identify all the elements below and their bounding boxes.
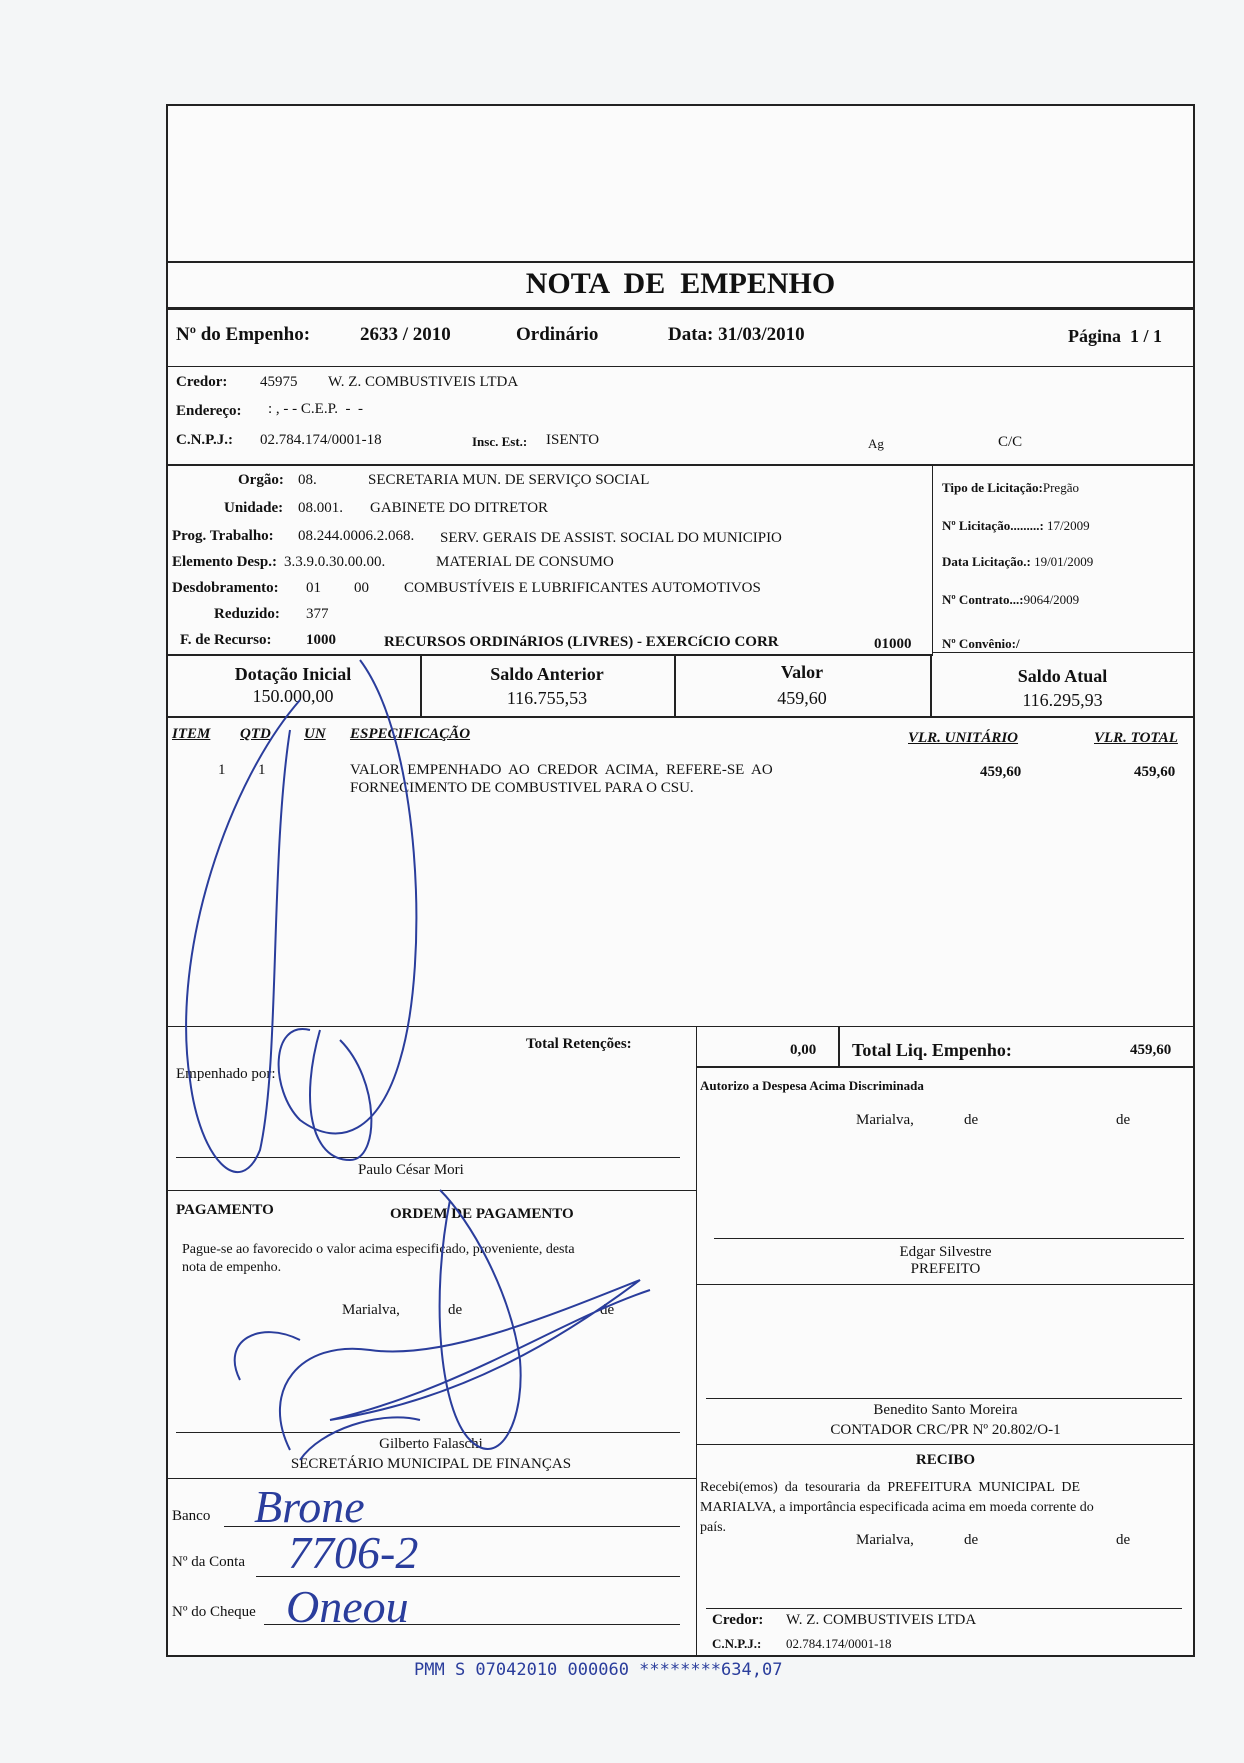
contador-name: Benedito Santo Moreira xyxy=(873,1402,1018,1418)
num-licitacao-label: Nº Licitação.........: 17/2009 xyxy=(942,518,1090,533)
autorizo-text: Autorizo a Despesa Acima Discriminada xyxy=(700,1078,924,1093)
credor-code: 45975 xyxy=(260,374,298,390)
recibo-line2: MARIALVA, a importância especificada acima em moeda corrente do xyxy=(700,1500,1094,1515)
recurso-value: 1000 xyxy=(306,632,336,648)
banco-handwritten: Brone xyxy=(254,1481,365,1532)
prog-label: Prog. Trabalho: xyxy=(172,528,274,544)
prefeito-title: PREFEITO xyxy=(910,1261,981,1277)
recurso-name: RECURSOS ORDINáRIOS (LIVRES) - EXERCíCIO CORR xyxy=(384,634,779,650)
desdobramento-name: COMBUSTÍVEIS E LUBRIFICANTES AUTOMOTIVOS xyxy=(404,580,761,596)
valor-value: 459,60 xyxy=(777,688,827,708)
desdobramento-1: 01 xyxy=(306,580,321,596)
valor-label: Valor xyxy=(780,662,824,682)
row-item: 1 xyxy=(218,762,226,778)
recibo-line3: país. xyxy=(700,1520,727,1535)
ordem-pagamento-label: ORDEM DE PAGAMENTO xyxy=(390,1206,574,1222)
ordem-de1: de xyxy=(448,1302,463,1318)
recibo-title: RECIBO xyxy=(915,1452,976,1468)
prefeito-name: Edgar Silvestre xyxy=(899,1244,992,1260)
reduzido-value: 377 xyxy=(306,606,329,622)
page-number: Página 1 / 1 xyxy=(1068,326,1163,346)
prog-name: SERV. GERAIS DE ASSIST. SOCIAL DO MUNICIPIO xyxy=(440,530,782,546)
elemento-name: MATERIAL DE CONSUMO xyxy=(436,554,614,570)
tipo-licitacao-value: Pregão xyxy=(1042,480,1079,495)
col-item: ITEM xyxy=(172,726,211,742)
recibo-de2: de xyxy=(1116,1532,1131,1548)
secretario-name: Gilberto Falaschi xyxy=(379,1436,483,1452)
empenho-date: Data: 31/03/2010 xyxy=(668,324,805,345)
recibo-credor-label: Credor: xyxy=(712,1612,764,1628)
insc-value: ISENTO xyxy=(546,432,600,448)
recibo-line1: Recebi(emos) da tesouraria da PREFEITURA MUNICIPAL DE xyxy=(700,1480,1081,1495)
recibo-local: Marialva, xyxy=(856,1532,914,1548)
col-un: UN xyxy=(304,726,326,742)
unidade-value: 08.001. xyxy=(298,500,343,516)
recibo-credor-name: W. Z. COMBUSTIVEIS LTDA xyxy=(786,1612,977,1628)
ordem-de2: de xyxy=(600,1302,615,1318)
tipo-licitacao-label: Tipo de Licitação:Pregão xyxy=(942,480,1079,495)
orgao-name: SECRETARIA MUN. DE SERVIÇO SOCIAL xyxy=(368,472,650,488)
empenhado-por-name: Paulo César Mori xyxy=(358,1162,464,1178)
pague-line2: nota de empenho. xyxy=(182,1260,282,1275)
total-liq-value: 459,60 xyxy=(1130,1042,1172,1058)
col-vlr-unitario: VLR. UNITÁRIO xyxy=(908,730,1019,746)
autorizo-local: Marialva, xyxy=(856,1112,914,1128)
total-retencoes-label: Total Retenções: xyxy=(526,1036,632,1052)
empenho-label: Nº do Empenho: xyxy=(176,324,311,345)
dotacao-inicial-label: Dotação Inicial xyxy=(234,664,352,684)
credor-cnpj-label: C.N.P.J.: xyxy=(176,432,233,448)
num-licitacao-value: 17/2009 xyxy=(1047,518,1090,533)
conta-label: Nº da Conta xyxy=(172,1554,245,1570)
recibo-cnpj-value: 02.784.174/0001-18 xyxy=(786,1636,892,1651)
col-vlr-total: VLR. TOTAL xyxy=(1094,730,1178,746)
prog-value: 08.244.0006.2.068. xyxy=(298,528,415,544)
convenio-label: Nº Convênio:/ xyxy=(942,636,1020,651)
recurso-code: 01000 xyxy=(874,636,912,652)
dotacao-inicial-value: 150.000,00 xyxy=(252,686,334,706)
ag-label: Ag xyxy=(868,436,884,451)
saldo-atual-value: 116.295,93 xyxy=(1022,690,1103,710)
col-especificacao: ESPECIFICAÇÃO xyxy=(350,726,471,742)
row-esp-line1: VALOR EMPENHADO AO CREDOR ACIMA, REFERE-SE AO xyxy=(350,762,773,778)
orgao-value: 08. xyxy=(298,472,317,488)
banco-label: Banco xyxy=(172,1508,211,1524)
credor-name: W. Z. COMBUSTIVEIS LTDA xyxy=(328,374,519,390)
recibo-cnpj-label: C.N.P.J.: xyxy=(712,1636,762,1651)
empenho-type: Ordinário xyxy=(516,324,599,345)
ordem-local: Marialva, xyxy=(342,1302,400,1318)
autorizo-de2: de xyxy=(1116,1112,1131,1128)
contador-title: CONTADOR CRC/PR Nº 20.802/O-1 xyxy=(830,1422,1061,1438)
col-qtd: QTD xyxy=(240,726,271,742)
unidade-label: Unidade: xyxy=(224,500,284,516)
endereco-label: Endereço: xyxy=(176,403,242,419)
secretario-title: SECRETÁRIO MUNICIPAL DE FINANÇAS xyxy=(290,1456,572,1472)
total-liq-label: Total Liq. Empenho: xyxy=(852,1040,1012,1060)
autorizo-de1: de xyxy=(964,1112,979,1128)
saldo-anterior-label: Saldo Anterior xyxy=(490,664,604,684)
row-vlr-unitario: 459,60 xyxy=(980,764,1022,780)
endereco-value: : , - - C.E.P. - - xyxy=(268,401,363,417)
recibo-de1: de xyxy=(964,1532,979,1548)
pague-line1: Pague-se ao favorecido o valor acima especificado, proveniente, desta xyxy=(182,1242,575,1257)
saldo-anterior-value: 116.755,53 xyxy=(506,688,588,708)
data-licitacao-value: 19/01/2009 xyxy=(1034,554,1094,569)
elemento-label: Elemento Desp.: xyxy=(172,554,277,570)
row-qtd: 1 xyxy=(258,762,266,778)
row-esp-line2: FORNECIMENTO DE COMBUSTIVEL PARA O CSU. xyxy=(350,780,694,796)
total-retencoes-value: 0,00 xyxy=(790,1042,817,1058)
document-title: NOTA DE EMPENHO xyxy=(525,267,836,300)
contrato-value: 9064/2009 xyxy=(1023,592,1080,607)
desdobramento-2: 00 xyxy=(354,580,369,596)
credor-cnpj: 02.784.174/0001-18 xyxy=(260,432,382,448)
contrato-label: Nº Contrato...:9064/2009 xyxy=(942,592,1080,607)
orgao-label: Orgão: xyxy=(238,472,284,488)
cc-label: C/C xyxy=(998,434,1023,450)
saldo-atual-label: Saldo Atual xyxy=(1017,666,1108,686)
recurso-label: F. de Recurso: xyxy=(180,632,272,648)
unidade-name: GABINETE DO DITRETOR xyxy=(370,500,549,516)
pagamento-label: PAGAMENTO xyxy=(176,1202,274,1218)
cheque-handwritten: Oneou xyxy=(286,1581,409,1632)
row-vlr-total: 459,60 xyxy=(1134,764,1176,780)
empenhado-por-label: Empenhado por: xyxy=(176,1066,276,1082)
empenho-number: 2633 / 2010 xyxy=(360,324,451,345)
insc-label: Insc. Est.: xyxy=(472,434,528,449)
reduzido-label: Reduzido: xyxy=(214,606,280,622)
footer-stamp: PMM S 07042010 000060 ********634,07 xyxy=(414,1660,783,1680)
credor-label: Credor: xyxy=(176,374,228,390)
data-licitacao-label: Data Licitação.: 19/01/2009 xyxy=(942,554,1094,569)
cheque-label: Nº do Cheque xyxy=(172,1604,256,1620)
conta-handwritten: 7706-2 xyxy=(288,1527,419,1578)
desdobramento-label: Desdobramento: xyxy=(172,580,279,596)
elemento-value: 3.3.9.0.30.00.00. xyxy=(284,554,386,570)
